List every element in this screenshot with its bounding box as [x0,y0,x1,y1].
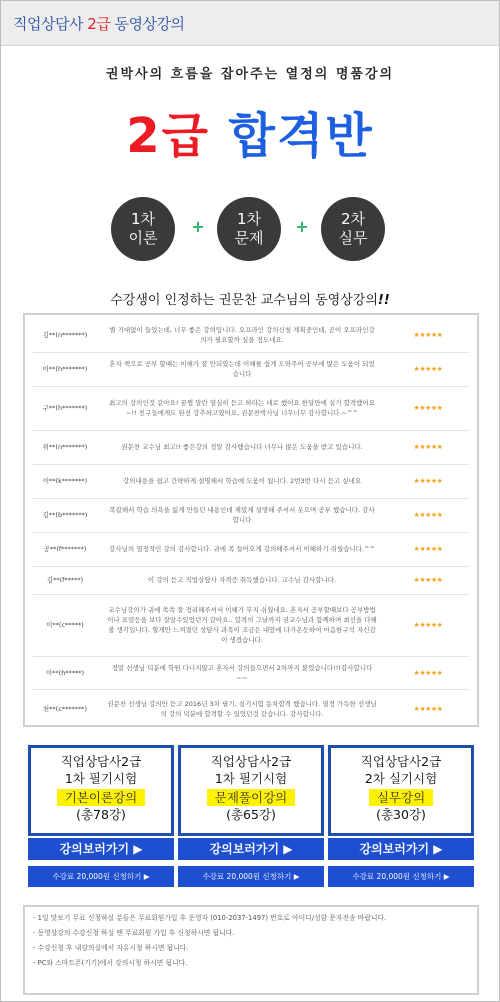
review-comment: 강사님의 열정적인 강의 감사합니다. 귀에 쏙 들어오게 강의해주셔서 이해하기 쉬웠습니다.^^ [97,532,387,566]
star-rating-icon: ★★★★★ [413,477,443,485]
star-rating-icon: ★★★★★ [413,621,443,629]
review-user: 구**(h*******) [33,386,97,430]
header-title-prefix: 직업상담사 [13,15,88,33]
review-comment: 교수님강의가 귀에 쏙쏙 잘 정리해주셔서 이해가 무지 쉬웠네요. 혼자서 공부할때보다 공부방법이나 요령등을 보다 잘알수있었던거 같아요.. 합격의 그날까지 권교수님과 함께하며 최선을 다해볼 생각입니다. 혈게만 느껴졌던 상담사 과목이 조금은 내앞에 다가온듯하여 마음한구석 자신감이 생겼습니다. [97,594,387,656]
review-comment: 별 기대없이 들었는데, 너무 좋은 강의입니다. 오프라인 강의신청 계획중인데, 곧이 오프라인강의가 필요할까 싶을 정도네요. [97,319,387,352]
review-stars [387,532,469,566]
table-row [33,566,469,594]
review-comment: 혼자 책으로 공부 할때는 이해가 잘 안되었는데 이해를 쉽게 도와주어 공부에 많은 도움이 되었습니다 [97,352,387,386]
course-card-theory [28,745,174,836]
view-lecture-button-problems[interactable]: 강의보러가기 ▶ [178,838,324,860]
review-comment: 정말 선생님 덕분에 학원 다니지않고 혼자서 강의들으면서 2차까지 붙었습니다!!!감사합니다~~ [97,656,387,689]
course-card-practice [328,745,474,836]
review-comment: 강의내용을 쉽고 간략하게 설명해서 학습에 도움이 됩니다. 2번3번 다시 듣고 싶네요 [97,464,387,498]
notice-line: - 동영상강의 수강신청 하실 땐 무료회원 가입 후 신청하시면 됩니다. [33,929,235,937]
circle-theory [111,197,175,261]
star-rating-icon: ★★★★★ [413,545,443,553]
review-user: 이**(h*******) [33,352,97,386]
circle-problems-line2: 문제 [234,229,264,247]
hero-title-grade: 2급 [126,108,210,164]
plus-icon: + [295,217,309,236]
circle-theory-line1: 1차 [130,210,156,228]
star-rating-icon: ★★★★★ [413,443,443,451]
star-rating-icon: ★★★★★ [413,365,443,373]
header-bar [1,1,499,46]
notice-line: - PC와 스마트폰(기기)에서 강의시청 하시면 됩니다. [33,959,188,967]
course-name: 직업상담사2급 [360,754,442,769]
table-row [33,689,469,729]
hero-title [1,97,499,166]
review-stars [387,430,469,464]
star-rating-icon: ★★★★★ [413,705,443,714]
circle-theory-line2: 이론 [128,229,158,247]
review-stars [387,566,469,594]
review-stars [387,352,469,386]
review-user: 이**(h*****) [33,656,97,689]
table-row [33,532,469,566]
review-stars [387,594,469,656]
review-user: 천**(c*******) [42,705,88,714]
reviews-title-text: 수강생이 인정하는 권문찬 교수님의 동영상강의 [110,293,378,308]
circle-problems-line1: 1차 [236,210,262,228]
circle-problems [217,197,281,261]
star-rating-icon: ★★★★★ [413,511,443,519]
course-highlight: 실무강의 [369,789,433,806]
star-rating-icon: ★★★★★ [413,668,443,677]
review-user: 위**(n*******) [33,430,97,464]
course-name: 직업상담사2급 [210,754,292,769]
review-comment: 권문찬 교수님 최고!! 좋은강의 정말 감사했습니다 너무나 많은 도움을 받고 있습니다. [97,430,387,464]
review-comment: 복잡해서 학습 의욕을 잃게 만들던 내용인데 재밌게 설명해 주셔서 옷으며 공부 했습니다. 감사합니다 [97,498,387,532]
circle-practice-line2: 실무 [338,229,368,247]
review-user: 이**(c*****) [33,594,97,656]
notice-box [23,905,479,995]
star-rating-icon: ★★★★★ [413,576,443,584]
review-stars [387,689,469,729]
circle-practice-line1: 2차 [340,210,366,228]
review-stars [387,386,469,430]
header-title-suffix: 동영상강의 [110,15,185,33]
view-lecture-button-practice[interactable]: 강의보러가기 ▶ [328,838,474,860]
notice-line: - 1일 맛보기 무료 신청하실 분들은 무료회원가입 후 운영자 (010-2037-1497) 번호로 아이디/성함 문자전송 바랍니다. [33,914,387,922]
header-title [13,13,184,34]
table-row [33,430,469,464]
review-user: 김**(b*******) [33,498,97,532]
review-comment: 최고의 강의인것 같아요! 꿈쩝 말란 열심히 듣고 하라는 대로 했어요 한달만에 실기 합격했어요~!! 친구들에게도 완전 강추하고있어요, 권문찬박사님 너무너무 감사합니다.~^^ [97,386,387,430]
notice-line: - 수강신청 후 내강의실에서 자유시청 하시면 됩니다. [33,944,189,952]
review-user: 이**(k*******) [33,464,97,498]
table-row [33,656,469,689]
review-stars [387,319,469,352]
view-lecture-button-theory[interactable]: 강의보러가기 ▶ [28,838,174,860]
course-highlight: 기본이론강의 [57,789,145,806]
reviews-title [1,289,499,308]
hero-slogan: 권박사의 흐름을 잡아주는 열정의 명품강의 [105,67,395,82]
table-row [33,319,469,352]
course-highlight: 문제풀이강의 [207,789,295,806]
review-stars [387,498,469,532]
table-row [33,464,469,498]
course-count: (총65강) [226,807,276,822]
course-exam: 1차 필기시험 [214,771,288,786]
review-stars [387,464,469,498]
review-stars [387,656,469,689]
star-rating-icon: ★★★★★ [413,331,443,340]
table-row [33,594,469,656]
circle-practice [321,197,385,261]
course-exam: 2차 실기시험 [364,771,438,786]
table-row [33,386,469,430]
apply-button-problems[interactable]: 수강료 20,000원 신청하기 ▶ [178,866,324,887]
apply-button-theory[interactable]: 수강료 20,000원 신청하기 ▶ [28,866,174,887]
reviews-box [23,313,479,727]
star-rating-icon: ★★★★★ [413,404,443,412]
table-row [33,498,469,532]
course-name: 직업상담사2급 [60,754,142,769]
review-user: 김**(n*******) [33,319,97,352]
apply-button-practice[interactable]: 수강료 20,000원 신청하기 ▶ [328,866,474,887]
hero-title-pass: 합격반 [209,108,374,164]
course-count: (총78강) [76,807,126,822]
header-title-grade: 2급 [87,15,111,33]
review-user: 공**(f*******) [33,532,97,566]
course-card-problems [178,745,324,836]
reviews-title-suffix: !! [377,293,390,308]
course-count: (총30강) [376,807,426,822]
review-comment: 권문찬 선생님 강의만 듣고 2016년 3차 필기, 실기시험 동차합격 했습니다. 열정 가득한 선생님의 강의 덕분에 합격할 수 있었던것 같습니다. 감사합니다. [107,700,377,719]
course-exam: 1차 필기시험 [64,771,138,786]
reviews-table [33,319,469,729]
review-user: 김**(f*****) [33,566,97,594]
review-comment: 이 강의 듣고 직업상담사 자격증 취득했습니다. 교수님 감사합니다. [97,566,387,594]
plus-icon: + [191,217,205,236]
table-row [33,352,469,386]
